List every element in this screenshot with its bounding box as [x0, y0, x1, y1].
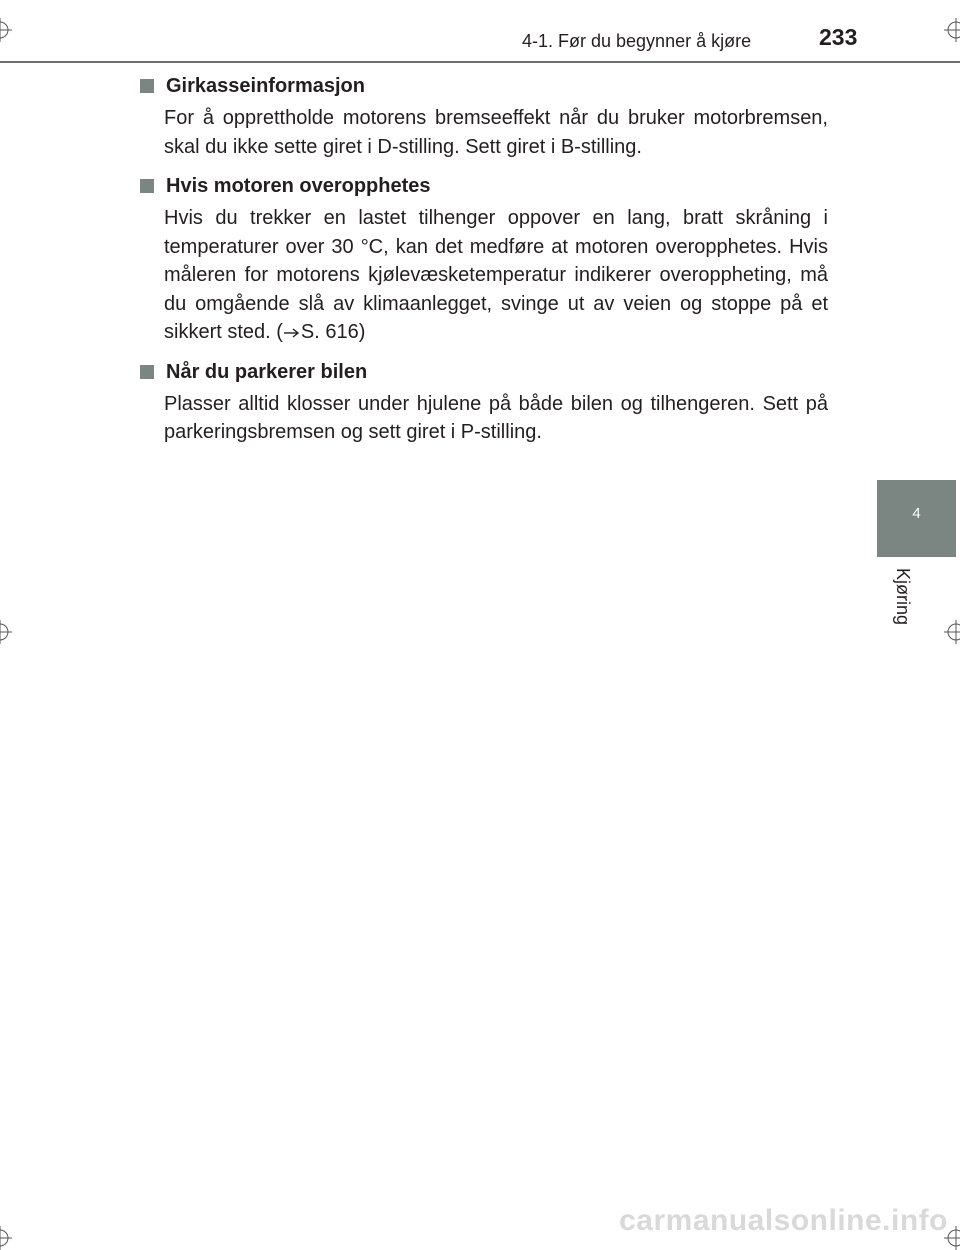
- crop-mark-top-right: [944, 18, 960, 42]
- section-heading-text: Girkasseinformasjon: [166, 75, 365, 97]
- section-heading-text: Hvis motoren overopphetes: [166, 175, 431, 197]
- section-heading: [138, 358, 828, 386]
- crop-mark-top-left: [0, 18, 12, 42]
- chapter-tab: [877, 480, 956, 557]
- section-paragraph: [164, 204, 828, 347]
- section-paragraph: For å opprettholde motorens bremseeffekt når du bruker motorbremsen, skal du ikke sette giret i D-stilling. Sett giret i B-stilling.: [164, 107, 828, 158]
- header-section-title: 4-1. Før du begynner å kjøre: [522, 31, 752, 51]
- arrow-right-icon: [284, 328, 300, 338]
- section-heading: [138, 172, 828, 200]
- crop-mark-bottom-left: [0, 1226, 12, 1250]
- page-content: [138, 72, 828, 458]
- section-heading: [138, 72, 828, 100]
- square-bullet-icon: [140, 365, 154, 379]
- section-heading-text: Når du parkerer bilen: [166, 360, 368, 383]
- chapter-number: 4: [912, 505, 921, 522]
- page-reference-link[interactable]: S. 616: [300, 321, 359, 343]
- square-bullet-icon: [140, 79, 154, 93]
- section-engine-overheating: [138, 172, 828, 347]
- page-number: 233: [819, 24, 858, 50]
- section-transmission-info: [138, 72, 828, 161]
- section-paragraph: Plasser alltid klosser under hjulene på både bilen og tilhengeren. Sett på parkeringsbremsen og sett giret i P-stilling.: [164, 392, 828, 443]
- paragraph-text: Hvis du trekker en lastet tilhenger oppover en lang, bratt skråning i temperaturer over 30 °C, kan det medføre at motoren overopphetes. Hvis måleren for motorens kjølevæsketemperatur indikerer overoppheting, må du omgående slå av klimaanlegget, svinge ut av veien og stoppe på et sikkert sted. (: [164, 207, 828, 343]
- section-parking: [138, 358, 828, 447]
- crop-mark-mid-left: [0, 620, 12, 644]
- chapter-label: Kjøring: [893, 568, 913, 626]
- crop-mark-mid-right: [944, 620, 960, 644]
- header-divider: [0, 61, 960, 63]
- watermark: carmanualsonline.info: [619, 1204, 948, 1237]
- paragraph-text-end: ): [358, 321, 366, 343]
- square-bullet-icon: [140, 179, 154, 193]
